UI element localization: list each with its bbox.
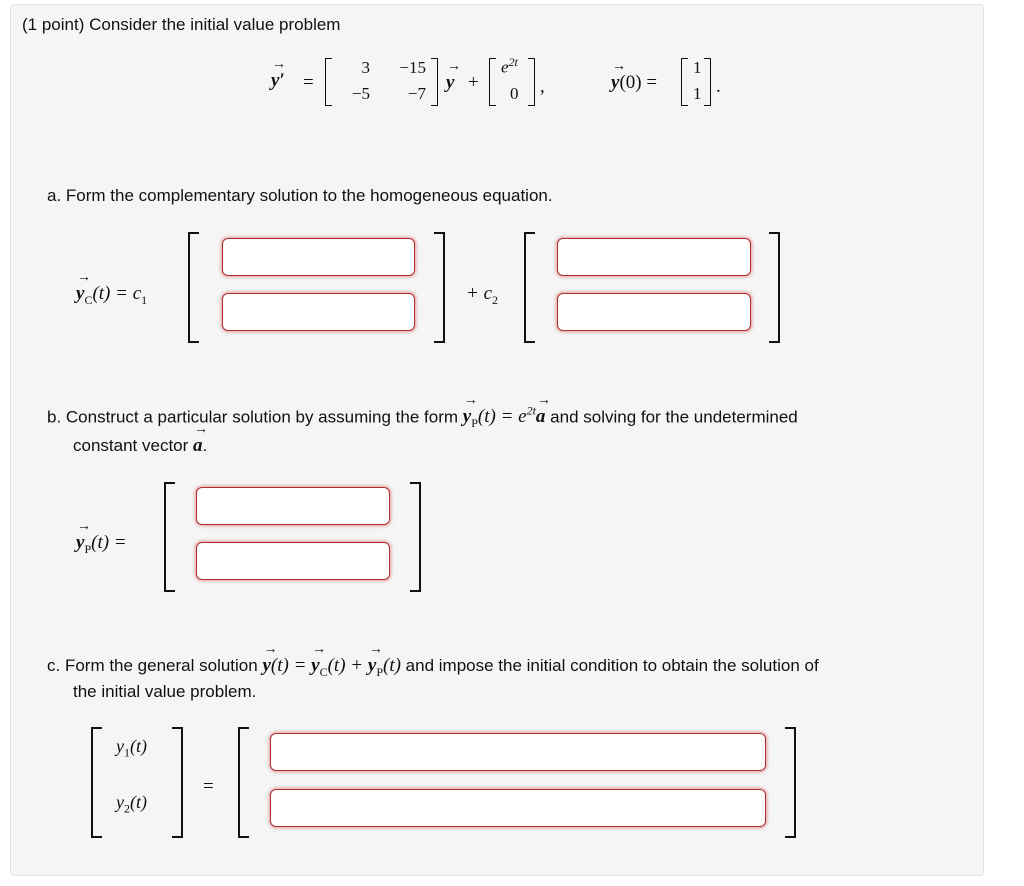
y2-solution-input[interactable] (270, 789, 766, 827)
part-c-equals: = (203, 776, 214, 797)
problem-header (22, 15, 340, 35)
equation-lhs: → y′ (271, 70, 285, 92)
part-a-bracket-1-right (434, 232, 445, 343)
part-a-bracket-2-left (524, 232, 535, 343)
ic-top: 1 (693, 58, 702, 77)
plus-c2-label: + $c_2$ (466, 283, 499, 307)
yp-label: → $y_P(t)$ = (76, 532, 127, 557)
ic-right-bracket (704, 58, 711, 106)
matrix-right-bracket (431, 58, 438, 106)
part-b-prompt-line2: constant vector → a. (73, 435, 207, 457)
part-c-rhs-bracket-right (785, 727, 796, 838)
matrix-cell-21: −5 (351, 84, 370, 103)
y1-label: $y_1(t)$ (116, 736, 147, 760)
part-a-prompt: a. Form the complementary solution to the homogeneous equation. (47, 186, 553, 205)
forcing-bottom: 0 (510, 84, 519, 103)
forcing-top: $e^{2t}$ (501, 55, 518, 77)
yc-label: → $y_C(t) = c_1$ (76, 283, 147, 308)
forcing-right-bracket (528, 58, 535, 106)
forcing-left-bracket (489, 58, 496, 106)
yc-vector2-entry1-input[interactable] (557, 238, 751, 276)
y1-solution-input[interactable] (270, 733, 766, 771)
part-c-rhs-bracket-left (238, 727, 249, 838)
ic-bottom: 1 (693, 84, 702, 103)
y2-label: $y_2(t)$ (116, 792, 147, 816)
yc-vector1-entry1-input[interactable] (222, 238, 415, 276)
part-b-bracket-right (410, 482, 421, 592)
matrix-cell-22: −7 (407, 84, 426, 103)
part-a-bracket-1-left (188, 232, 199, 343)
part-c-prompt-line2: the initial value problem. (73, 682, 257, 701)
intro-text: Consider the initial value problem (89, 15, 341, 34)
ic-left-bracket (681, 58, 688, 106)
matrix-left-bracket (325, 58, 332, 106)
equation-comma: , (540, 76, 545, 97)
equation-equals: = (303, 72, 314, 93)
matrix-cell-12: −15 (399, 58, 426, 77)
ic-period: . (716, 76, 721, 97)
points-label: (1 point) (22, 15, 85, 34)
yp-entry1-input[interactable] (196, 487, 390, 525)
equation-plus: + (468, 72, 479, 93)
ic-lhs: → y(0) = (611, 72, 657, 94)
yc-vector2-entry2-input[interactable] (557, 293, 751, 331)
yp-entry2-input[interactable] (196, 542, 390, 580)
matrix-cell-11: 3 (361, 58, 370, 77)
part-c-lhs-bracket-right (172, 727, 183, 838)
yc-vector1-entry2-input[interactable] (222, 293, 415, 331)
part-c-prompt-line1: c. Form the general solution → y(t) = → $y_C(t)$ + → $y_P(t)$ and impose the initial condition to obtain the solution of (47, 655, 819, 680)
part-b-prompt-line1: b. Construct a particular solution by assuming the form → $y_P(t) = e^{2t}\to a$ and solving for the undetermined (47, 404, 798, 431)
part-c-lhs-bracket-left (91, 727, 102, 838)
part-a-bracket-2-right (769, 232, 780, 343)
equation-y: → y (446, 72, 454, 94)
part-b-bracket-left (164, 482, 175, 592)
